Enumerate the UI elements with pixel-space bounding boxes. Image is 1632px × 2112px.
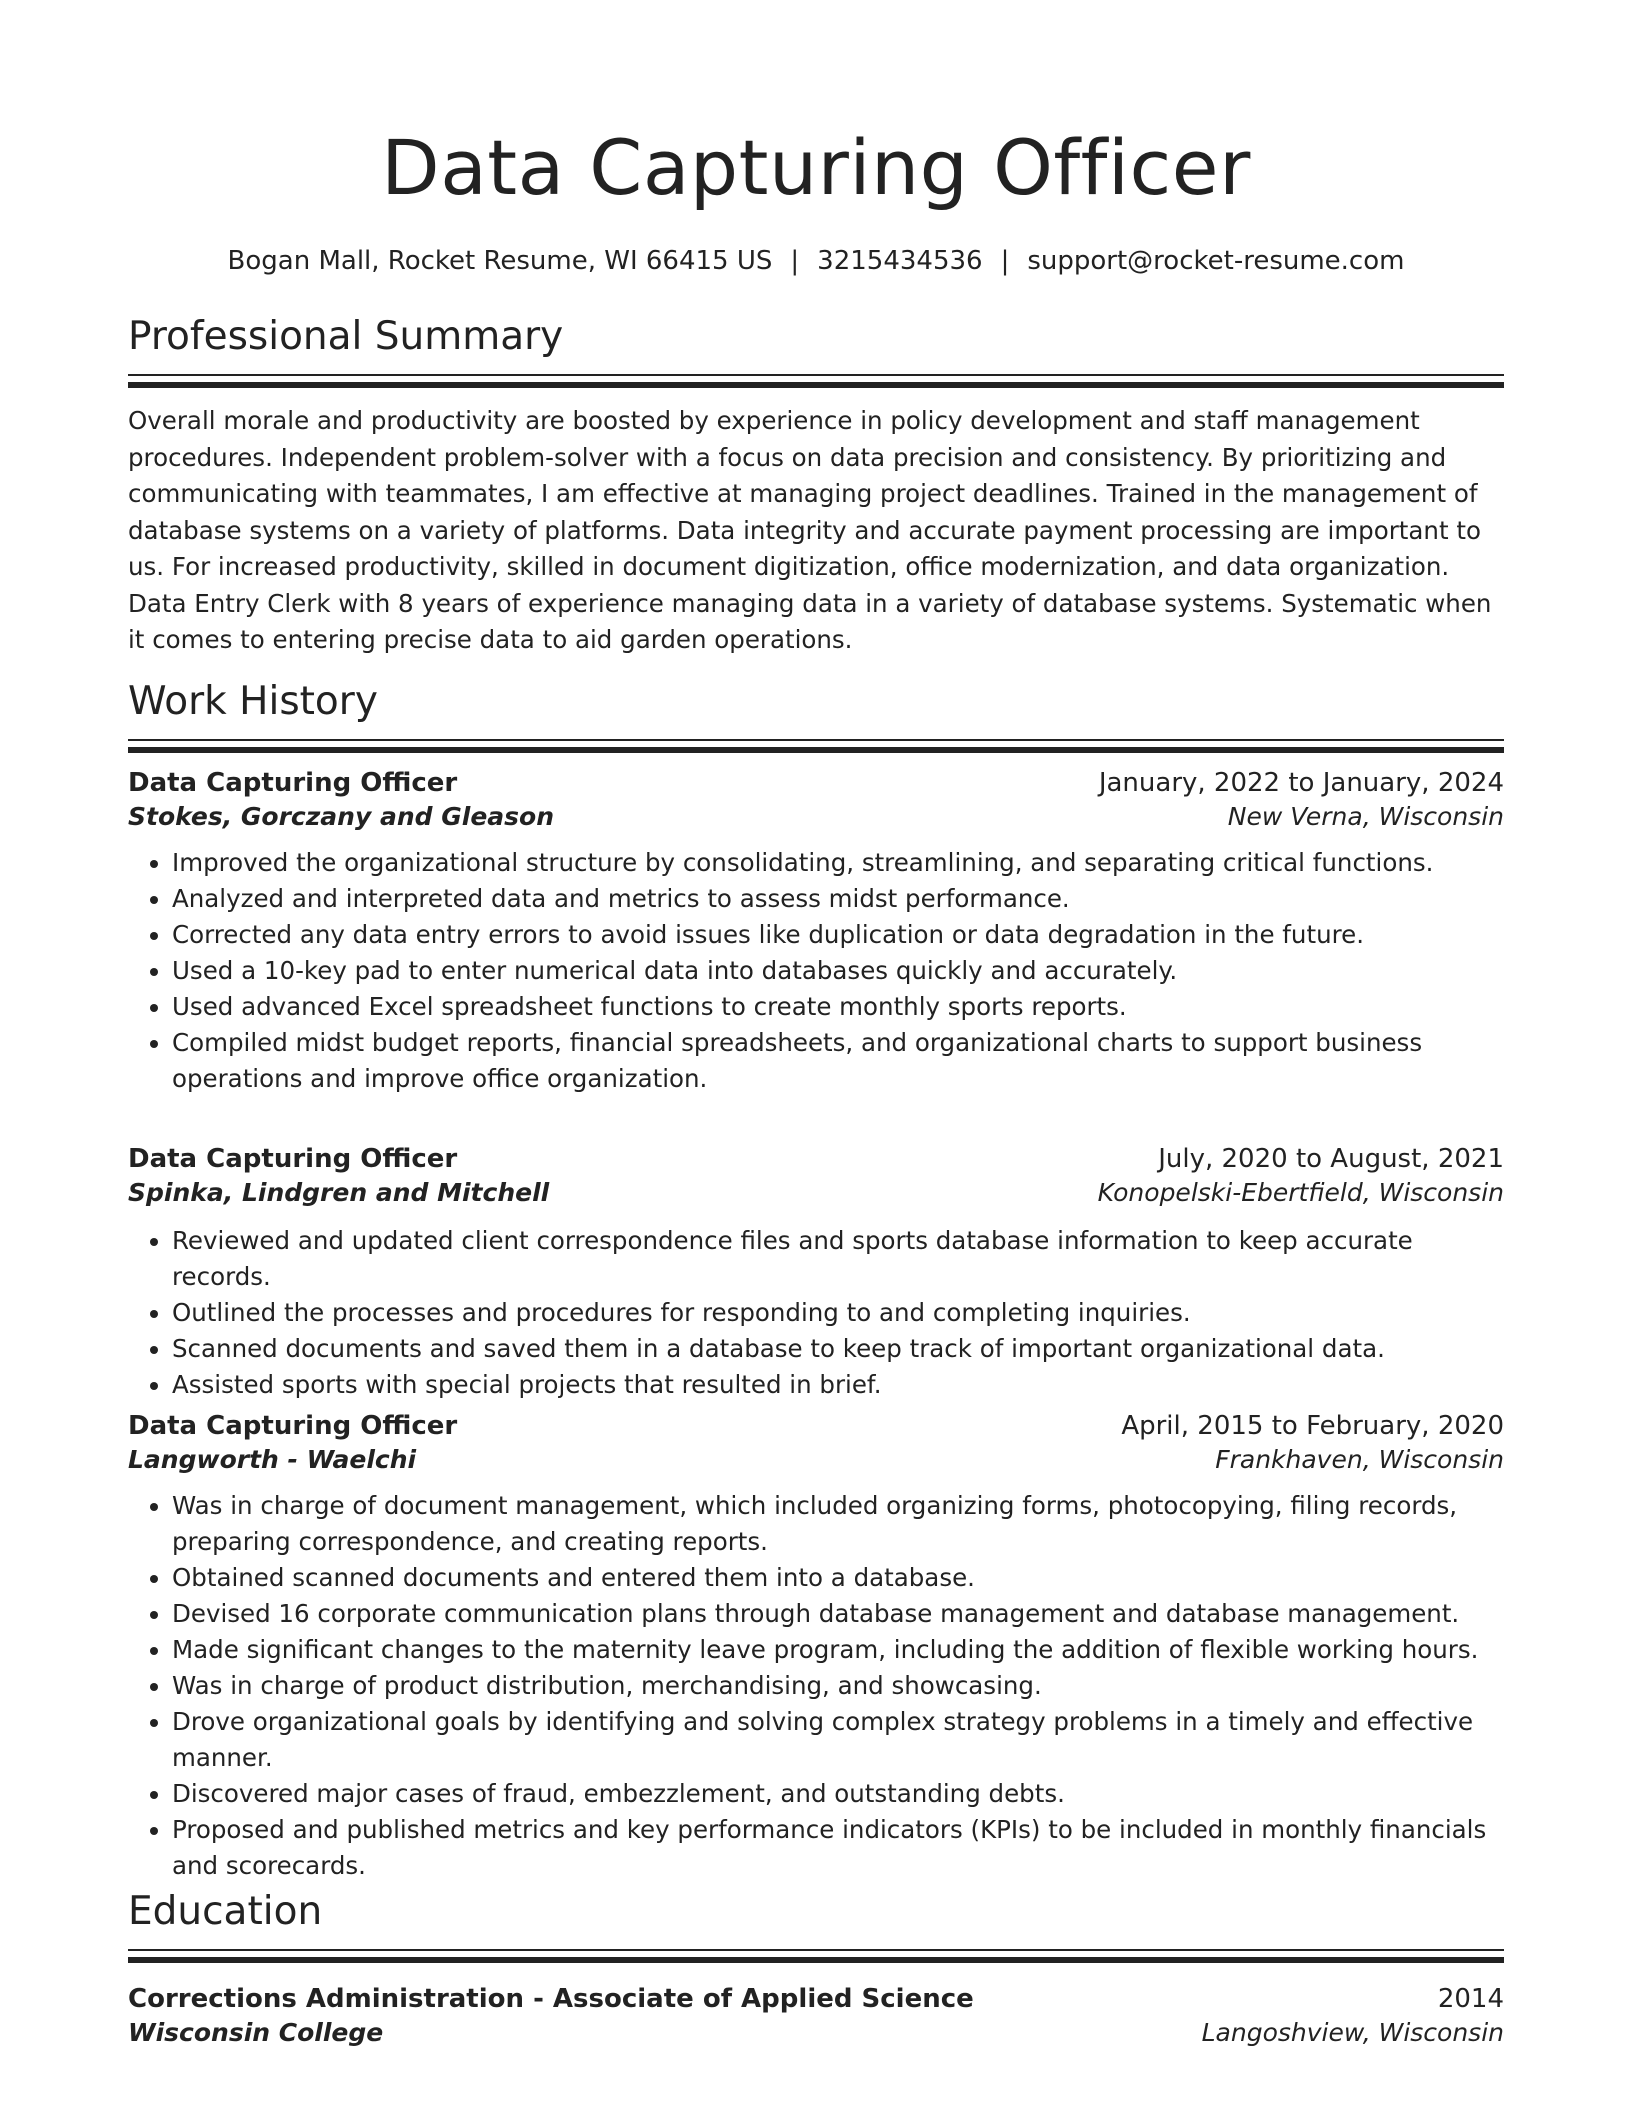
list-item: • Was in charge of product distribution, merchandising, and showcasing. — [172, 1668, 1504, 1704]
work-history-section — [128, 677, 1504, 754]
section-heading-education: Education — [128, 1889, 323, 1934]
job-header — [128, 768, 1504, 798]
resume-title: Data Capturing Officer — [381, 123, 1251, 212]
job-location: Konopelski-Ebertfield, Wisconsin — [1097, 1178, 1504, 1207]
job-subheader — [128, 1178, 1504, 1207]
job-entry — [128, 768, 1504, 1097]
education-subheader — [128, 2018, 1504, 2047]
contact-email[interactable]: support@rocket-resume.com — [1027, 246, 1405, 276]
contact-phone: 3215434536 — [817, 246, 983, 276]
list-item: • Drove organizational goals by identifying and solving complex strategy problems in a timely and effective manner. — [172, 1704, 1504, 1776]
list-item: • Used a 10-key pad to enter numerical data into databases quickly and accurately. — [172, 953, 1504, 989]
list-item: • Improved the organizational structure by consolidating, streamlining, and separating critical functions. — [172, 845, 1504, 881]
list-item: • Reviewed and updated client correspondence files and sports database information to keep accurate records. — [172, 1223, 1504, 1295]
job-company: Spinka, Lindgren and Mitchell — [128, 1178, 550, 1207]
list-item: • Compiled midst budget reports, financial spreadsheets, and organizational charts to support business operations and improve office organization. — [172, 1025, 1504, 1097]
job-location: New Verna, Wisconsin — [1227, 802, 1504, 831]
job-bullets — [128, 1488, 1504, 1884]
job-location: Frankhaven, Wisconsin — [1215, 1445, 1504, 1474]
list-item: • Proposed and published metrics and key performance indicators (KPIs) to be included in monthly financials and scorecards. — [172, 1812, 1504, 1884]
education-degree: Corrections Administration - Associate of Applied Science — [128, 1984, 974, 2014]
job-bullets — [128, 1223, 1504, 1403]
job-company: Stokes, Gorczany and Gleason — [128, 802, 555, 831]
education-year: 2014 — [1437, 1984, 1504, 2014]
job-dates: April, 2015 to February, 2020 — [1121, 1411, 1504, 1441]
job-dates: July, 2020 to August, 2021 — [1158, 1144, 1504, 1174]
contact-line — [128, 244, 1504, 278]
job-entry — [128, 1144, 1504, 1403]
job-subheader — [128, 1445, 1504, 1474]
summary-text: Overall morale and productivity are boosted by experience in policy development and staff management procedures. Independent problem-solver with a focus on data precision and consistency. By prioritizing and communicating with teammates, I am effective at managing project deadlines. Trained in the management of database systems on a variety of platforms. Data integrity and accurate payment processing are important to us. For increased productivity, skilled in document digitization, office modernization, and data organization. Data Entry Clerk with 8 years of experience managing data in a variety of database systems. Systematic when it comes to entering precise data to aid garden operations. — [128, 406, 1492, 654]
section-heading-summary: Professional Summary — [128, 314, 564, 359]
list-item: • Made significant changes to the maternity leave program, including the addition of flexible working hours. — [172, 1632, 1504, 1668]
contact-separator: | — [1000, 246, 1010, 276]
job-header — [128, 1411, 1504, 1441]
list-item: • Outlined the processes and procedures for responding to and completing inquiries. — [172, 1295, 1504, 1331]
job-header — [128, 1144, 1504, 1174]
list-item: • Assisted sports with special projects that resulted in brief. — [172, 1367, 1504, 1403]
education-school: Wisconsin College — [128, 2018, 384, 2047]
job-title: Data Capturing Officer — [128, 768, 458, 798]
list-item: • Obtained scanned documents and entered them into a database. — [172, 1560, 1504, 1596]
contact-separator: | — [790, 246, 800, 276]
job-title: Data Capturing Officer — [128, 1411, 458, 1441]
list-item: • Devised 16 corporate communication plans through database management and database management. — [172, 1596, 1504, 1632]
section-divider — [128, 1949, 1504, 1964]
list-item: • Discovered major cases of fraud, embezzlement, and outstanding debts. — [172, 1776, 1504, 1812]
job-entry — [128, 1411, 1504, 1884]
section-heading-work-history: Work History — [128, 679, 378, 724]
list-item: • Was in charge of document management, which included organizing forms, photocopying, filing records, preparing correspondence, and creating reports. — [172, 1488, 1504, 1560]
list-item: • Scanned documents and saved them in a database to keep track of important organizational data. — [172, 1331, 1504, 1367]
education-header — [128, 1984, 1504, 2014]
list-item: • Used advanced Excel spreadsheet functions to create monthly sports reports. — [172, 989, 1504, 1025]
job-title: Data Capturing Officer — [128, 1144, 458, 1174]
job-bullets — [128, 845, 1504, 1097]
job-subheader — [128, 802, 1504, 831]
list-item: • Corrected any data entry errors to avoid issues like duplication or data degradation in the future. — [172, 917, 1504, 953]
education-location: Langoshview, Wisconsin — [1201, 2018, 1504, 2047]
job-company: Langworth - Waelchi — [128, 1445, 417, 1474]
list-item: • Analyzed and interpreted data and metrics to assess midst performance. — [172, 881, 1504, 917]
contact-address: Bogan Mall, Rocket Resume, WI 66415 US — [227, 246, 773, 276]
job-dates: January, 2022 to January, 2024 — [1098, 768, 1504, 798]
section-divider — [128, 374, 1504, 389]
education-section — [128, 1887, 1504, 2047]
section-divider — [128, 739, 1504, 754]
summary-section — [128, 312, 1504, 659]
